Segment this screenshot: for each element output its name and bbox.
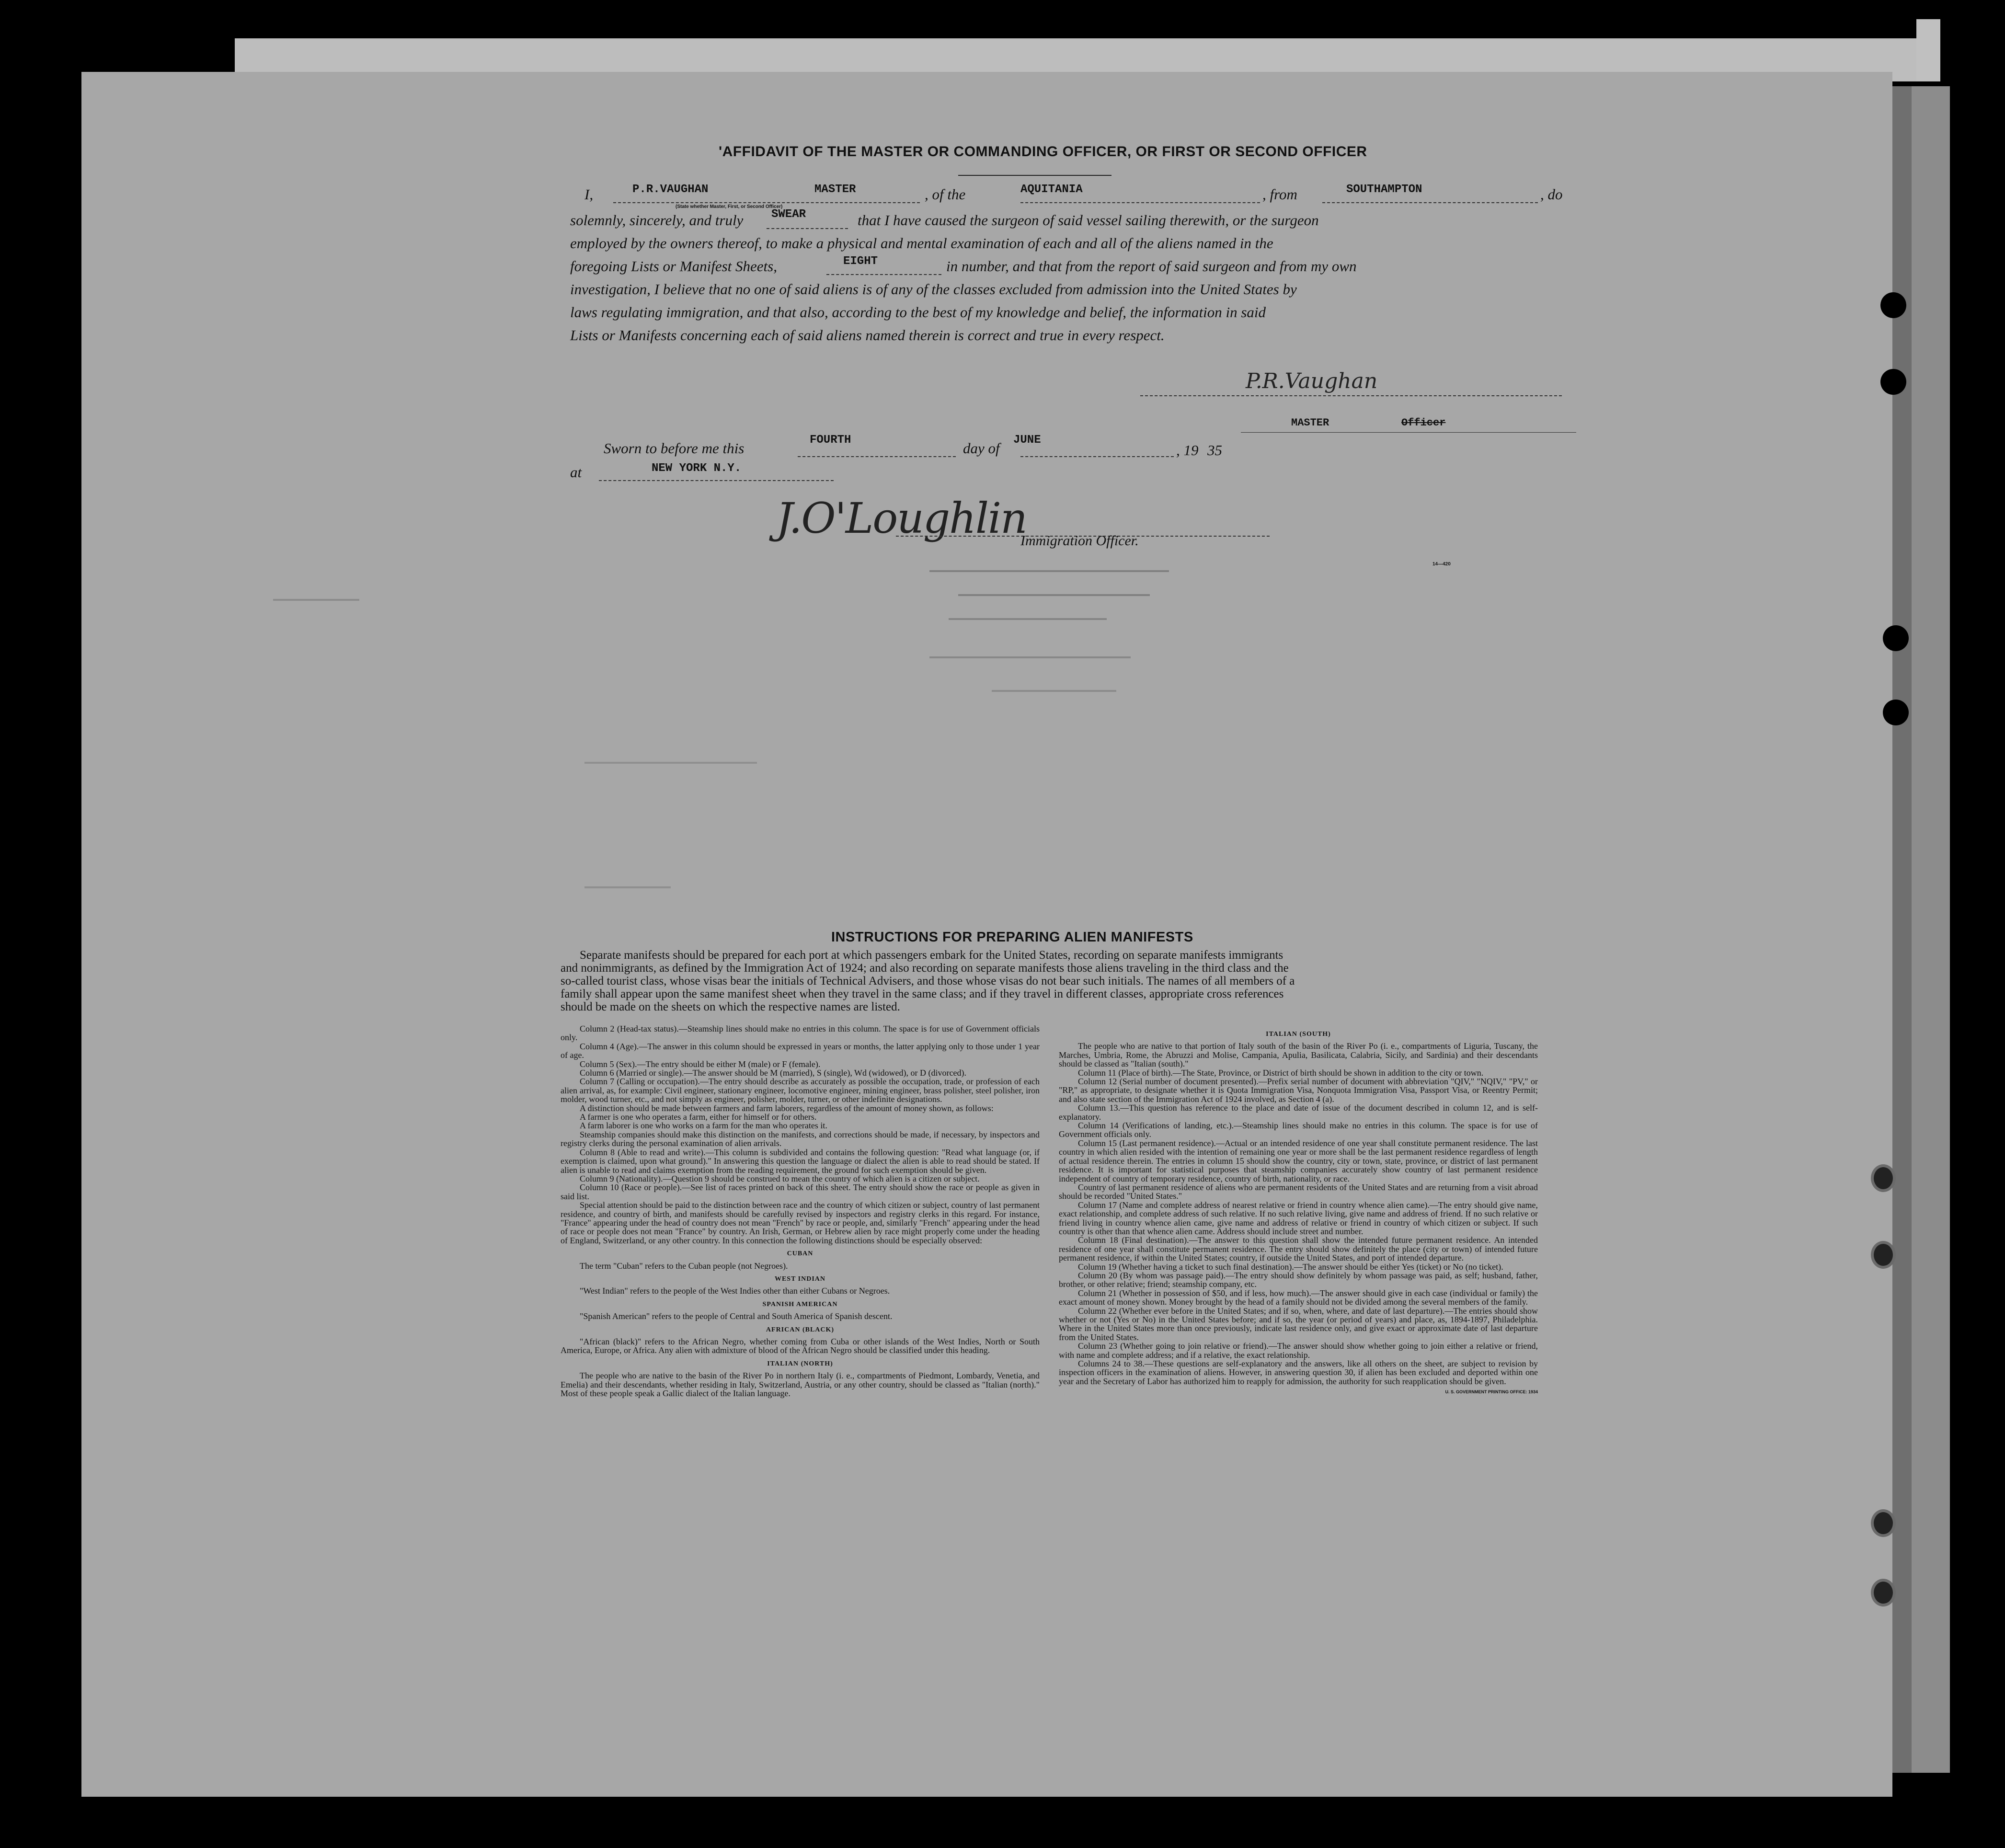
officer-name: P.R.VAUGHAN (632, 183, 709, 196)
instruction-paragraph: Column 15 (Last permanent residence).—Actual or an intended residence of one year shall constitute permanent residence. The last country in which alien resided with the intention of remaining one year or more shall be the last permanent residence regardless of length of actual residence therein. The entries in column 15 should show the country, city or town, state, province, or district of last permanent residence. It is important for statistical purposes that steamship companies accurately show country of last permanent residence independent of country of temporary residence, country of birth, nationality, or race. (1059, 1138, 1538, 1183)
show-through-mark (584, 886, 671, 888)
heading-west-indian: WEST INDIAN (774, 1275, 826, 1283)
affidavit-line2a: solemnly, sincerely, and truly (570, 212, 744, 229)
affidavit-i: I, (584, 186, 594, 203)
instructions-left-column (561, 1024, 1040, 1398)
instruction-paragraph: Column 19 (Whether having a ticket to such final destination).—The answer should be either Yes (ticket) or No (no ticket). (1078, 1262, 1503, 1272)
instruction-paragraph: Column 7 (Calling or occupation).—The entry should describe as accurately as possible the occupation, trade, or profession of each alien arrival, as, for example: Civil engineer, stationary engineer, locomotive engineer, mining engineer, brass polisher, steel polisher, iron molder, wood turner, etc., and not simply as engineer, polisher, molder, turner, or other indefinite designations. (561, 1077, 1040, 1104)
affidavit-line4b: in number, and that from the report of said surgeon and from my own (946, 258, 1357, 275)
officer-signature: J.O'Loughlin (776, 494, 1027, 543)
show-through-mark (929, 656, 1131, 658)
punch-hole (1871, 1509, 1896, 1537)
show-through-mark (584, 762, 757, 764)
cuban-definition: The term "Cuban" refers to the Cuban people (not Negroes). (580, 1261, 788, 1271)
instruction-paragraph: Column 12 (Serial number of document presented).—Prefix serial number of document with abbreviation "QIV," "NQIV," "PV," or "RP," as appropriate, to designate whether it is Quota Immigration Visa, Nonquota Immigration Visa, Passport Visa, or Reentry Permit; and also state section of the Immigration Act of 1924 involved, as Section 4 (a). (1059, 1077, 1538, 1104)
instruction-paragraph: Column 14 (Verifications of landing, etc.).—Steamship lines should make no entries in this column. The space is for use of Government officials only. (1059, 1121, 1538, 1139)
heading-italian-north: ITALIAN (NORTH) (767, 1360, 833, 1367)
day-of-label: day of (963, 440, 1000, 457)
spanish-american-definition: "Spanish American" refers to the people of Central and South America of Spanish descent. (580, 1311, 893, 1321)
vessel-name: AQUITANIA (1020, 183, 1083, 196)
instruction-paragraph: A farm laborer is one who works on a farm for the man who operates it. (580, 1121, 827, 1131)
instruction-paragraph: Column 23 (Whether going to join relative or friend).—The answer should show whether going to join either a relative or friend, with name and complete address; and if a relative, the exact relationship. (1059, 1341, 1538, 1360)
printer-imprint: U. S. GOVERNMENT PRINTING OFFICE: 1934 (1445, 1389, 1538, 1395)
place-field-line (599, 480, 834, 481)
instruction-paragraph: Column 17 (Name and complete address of nearest relative or friend in country whence alien came).—The entry should give name, exact relationship, and complete address of such relative. If no such relative living, give name and address of friend. If no such relative or friend living in country whence alien came, give name and address of relative or friend in country of which citizen or subject. If such country is other than that whence alien came. Address should include street and number. (1059, 1200, 1538, 1236)
oath-value: SWEAR (771, 208, 806, 221)
manifest-sheet (81, 72, 1892, 1797)
day-value: FOURTH (810, 434, 851, 447)
intro-line: should be made on the sheets on which the respective names are listed. (561, 1000, 900, 1013)
italian-north-definition: The people who are native to the basin of the River Po in northern Italy (i. e., compartments of Piedmont, Lombardy, Venetia, and Emelia) and their descendants, whether residing in Italy, Switzerland, Austria, or any other country, should be classed as "Italian (north)." Most of these people speak a Gallic dialect of the Italian language. (561, 1371, 1040, 1399)
instruction-paragraph: Steamship companies should make this distinction on the manifests, and corrections should be made, if necessary, by inspectors and registry clerks during the personal examination of alien arrivals. (561, 1129, 1040, 1148)
year-value: 35 (1207, 442, 1222, 459)
heading-spanish-american: SPANISH AMERICAN (762, 1300, 838, 1308)
instructions-right-column (1059, 1030, 1538, 1397)
officer-title: Immigration Officer. (1020, 533, 1139, 549)
punch-hole (1871, 1241, 1896, 1269)
instruction-paragraph: Special attention should be paid to the distinction between race and the country of which citizen or subject, country of last permanent residence, and country of birth, and manifests should be carefully revised by inspectors and registry clerks in this regard. For instance, "France" appearing under the head of country does not mean "French" by race or people, and, similarly "French" appearing under the head of race or people does not mean "France" by country. An Irish, German, or Hebrew alien by race might properly come under the heading of England, Switzerland, or any other country. In this connection the following distinctions should be especially observed: (561, 1200, 1040, 1245)
punch-hole (1880, 369, 1906, 395)
affidavit-title: 'AFFIDAVIT OF THE MASTER OR COMMANDING OFFICER, OR FIRST OR SECOND OFFICER (719, 144, 1367, 160)
sheets-field-line (826, 274, 941, 275)
name-field-line (613, 202, 920, 203)
instruction-paragraph: Column 8 (Able to read and write).—This column is subdivided and contains the following question: "Read what language (or, if exemption is claimed, upon what ground)." In answering this question the language or dialect the alien is able to read should be stated. If alien is unable to read and claims exemption from the reading requirement, the ground for such exemption should be given. (561, 1147, 1040, 1175)
month-field-line (1020, 456, 1174, 457)
from-label: , from (1262, 186, 1297, 203)
instruction-paragraph: Column 5 (Sex).—The entry should be either M (male) or F (female). (580, 1059, 821, 1069)
punch-hole (1880, 292, 1906, 318)
instructions-intro (561, 949, 1557, 1013)
title-rule (1241, 432, 1576, 433)
instructions-title: INSTRUCTIONS FOR PREPARING ALIEN MANIFESTS (831, 930, 1193, 945)
signature-title: MASTER (1291, 417, 1329, 429)
heading-cuban: CUBAN (787, 1250, 813, 1258)
punch-hole (1871, 1164, 1896, 1192)
show-through-mark (929, 570, 1169, 572)
affidavit-line4a: foregoing Lists or Manifest Sheets, (570, 258, 777, 275)
sheets-count: EIGHT (843, 255, 878, 268)
affidavit-line3: employed by the owners thereof, to make a physical and mental examination of each and all of the aliens named in the (570, 235, 1273, 252)
instruction-paragraph: Column 13.—This question has reference to the place and date of issue of the document described in column 12, and is self-explanatory. (1059, 1103, 1538, 1122)
do-label: , do (1540, 186, 1563, 203)
intro-line: and nonimmigrants, as defined by the Immigration Act of 1924; and also recording on separate manifests those aliens traveling in the third class and the (561, 962, 1289, 975)
show-through-mark (273, 599, 359, 601)
punch-hole (1871, 1579, 1896, 1607)
intro-line: family shall appear upon the same manifest sheet when they travel in the same class; and if they travel in different classes, appropriate cross references (561, 987, 1284, 1000)
sworn-label: Sworn to before me this (604, 440, 745, 457)
instruction-paragraph: Columns 24 to 38.—These questions are self-explanatory and the answers, like all others on the sheet, are subject to revision by inspection officers in the examination of aliens. However, in answering question 30, if alien has been excluded and deported within one year and the Secretary of Labor has authorized him to reapply for admission, the authority for such reapplication should be given. (1059, 1359, 1538, 1386)
instruction-paragraph: Column 21 (Whether in possession of $50, and if less, how much).—The answer should give in each case (individual or family) the exact amount of money shown. Money brought by the head of a family should not be divided among the several members of the family. (1059, 1288, 1538, 1307)
back-sheet-edge (1916, 19, 1940, 81)
port-field-line (1322, 202, 1538, 203)
punch-hole (1883, 700, 1909, 725)
instruction-paragraph: Column 20 (By whom was passage paid).—The entry should show definitely by whom passage was paid, as self; husband, father, brother, or other relative; friend; steamship company, etc. (1059, 1270, 1538, 1289)
signature-line (1140, 395, 1562, 396)
oath-field-line (767, 228, 848, 229)
officer-rank: MASTER (814, 183, 856, 196)
vessel-field-line (1020, 202, 1260, 203)
instruction-paragraph: Column 2 (Head-tax status).—Steamship lines should make no entries in this column. The space is for use of Government officials only. (561, 1024, 1040, 1043)
west-indian-definition: "West Indian" refers to the people of the West Indies other than either Cubans or Negroes. (580, 1286, 890, 1296)
show-through-mark (949, 618, 1107, 620)
form-number: 14—420 (1432, 562, 1451, 567)
instruction-paragraph: Column 18 (Final destination).—The answer to this question shall show the intended future permanent residence. An intended residence of one year shall constitute permanent residence. The entry should show definitely the place (city or town) of intended future permanent residence, if within the United States; country, if outside the United States, and port of intended departure. (1059, 1235, 1538, 1263)
instruction-paragraph: The people who are native to that portion of Italy south of the basin of the River Po (i. e., compartments of Liguria, Tuscany, the Marches, Umbria, Rome, the Abruzzi and Molise, Campania, Apulia, Basilicata, Calabria, Sicily, and Sardinia) and their descendants should be classed as "Italian (south)." (1059, 1041, 1538, 1069)
punch-hole (1883, 625, 1909, 651)
intro-line: so-called tourist class, whose visas bear the initials of Technical Advisers, and those whose visas do not bear such initials. The names of all members of a (561, 975, 1295, 987)
month-value: JUNE (1013, 434, 1041, 447)
affidavit-line5: investigation, I believe that no one of said aliens is of any of the classes excluded from admission into the United States by (570, 281, 1297, 298)
of-the-label: , of the (925, 186, 966, 203)
heading-african: AFRICAN (BLACK) (766, 1326, 835, 1333)
show-through-mark (958, 594, 1150, 596)
affidavit-line7: Lists or Manifests concerning each of said aliens named therein is correct and true in every respect. (570, 327, 1165, 344)
instruction-paragraph: Column 10 (Race or people).—See list of races printed on back of this sheet. The entry should show the race or people as given in said list. (561, 1182, 1040, 1201)
master-signature: P.R.Vaughan (1246, 369, 1378, 393)
instruction-paragraph: A farmer is one who operates a farm, either for himself or for others. (580, 1112, 817, 1122)
instruction-paragraph: Column 9 (Nationality).—Question 9 should be construed to mean the country of which alien is a citizen or subject. (580, 1173, 980, 1183)
instruction-paragraph: Country of last permanent residence of aliens who are permanent residents of the United States and are returning from a visit abroad should be recorded "United States." (1059, 1182, 1538, 1201)
instruction-paragraph: A distinction should be made between farmers and farm laborers, regardless of the amount of money shown, as follows: (580, 1103, 994, 1113)
rank-note: (State whether Master, First, or Second Officer) (676, 204, 783, 209)
instruction-paragraph: Column 11 (Place of birth).—The State, Province, or District of birth should be shown in addition to the city or town. (1078, 1067, 1484, 1078)
place-value: NEW YORK N.Y. (652, 462, 742, 475)
affidavit-line6: laws regulating immigration, and that also, according to the best of my knowledge and belief, the information in said (570, 304, 1266, 321)
signature-title-struck: Officer (1401, 417, 1446, 429)
instruction-paragraph: Column 6 (Married or single).—The answer should be M (married), S (single), Wd (widowed), or D (divorced). (580, 1068, 966, 1078)
affidavit-line2b: that I have caused the surgeon of said vessel sailing therewith, or the surgeon (858, 212, 1319, 229)
instruction-paragraph: Column 4 (Age).—The answer in this column should be expressed in years or months, the latter applying only to those under 1 year of age. (561, 1041, 1040, 1060)
instruction-paragraph: Column 22 (Whether ever before in the United States; and if so, when, where, and date of last departure).—The entries should show whether or not (Yes or No) in the United States before; and if so, the year (or period of years) and place, as, 1894-1897, Philadelphia. Where in the United States more than once previously, indicate last residence only, and give exact or approximate date of last departure from the United States. (1059, 1306, 1538, 1342)
african-definition: "African (black)" refers to the African Negro, whether coming from Cuba or other islands of the West Indies, North or South America, Europe, or Africa. Any alien with admixture of blood of the African Negro should be classified under this heading. (561, 1337, 1040, 1355)
title-underline (958, 175, 1111, 176)
intro-line: Separate manifests should be prepared for each port at which passengers embark for the United States, recording on separate manifests immigrants (580, 949, 1283, 962)
year-prefix: , 19 (1176, 442, 1199, 459)
show-through-mark (992, 690, 1116, 692)
day-field-line (798, 456, 956, 457)
heading-italian-south: ITALIAN (SOUTH) (1266, 1031, 1331, 1038)
port-name: SOUTHAMPTON (1346, 183, 1422, 196)
at-label: at (570, 464, 582, 481)
